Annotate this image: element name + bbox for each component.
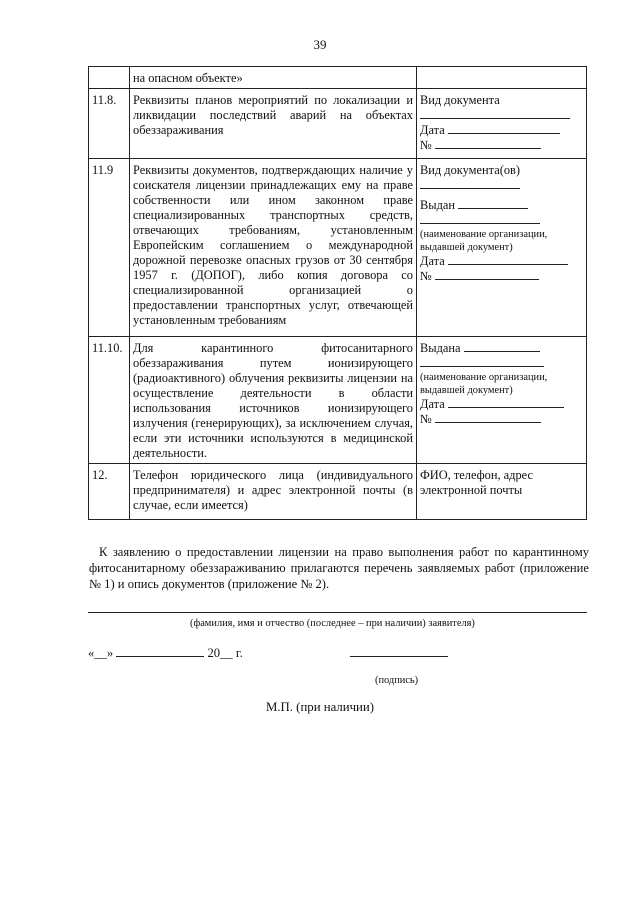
row-number — [89, 67, 130, 89]
issued-blank[interactable] — [458, 198, 528, 209]
row-description: Реквизиты документов, подтверждающих наличие у соискателя лицензии принадлежащих ему на праве собственности или ином законном праве специализированных транспортных средств, отвечающих требованиям, установленным Европейским соглашением о международной дорожной перевозке опасных грузов от 30 сентября 1957 г. (ДОПОГ), либо копия договора со специализированной организацией о предоставлении транспортных услуг, отвечающей установленным требованиям — [130, 159, 417, 337]
date-label: Дата — [420, 123, 445, 137]
license-requisites-field — [417, 337, 587, 464]
row-number: 11.9 — [89, 159, 130, 337]
row-number: 12. — [89, 464, 130, 520]
document-type-blank[interactable] — [420, 178, 520, 189]
table-row — [89, 159, 587, 337]
row-description: Для карантинного фитосанитарного обеззараживания путем ионизирующего (радиоактивного) облучения реквизиты лицензии на осуществление деятельности в области использования источников ионизирующего излучения (генерирующих), за исключением случая, если эти источники используются в медицинской деятельности. — [130, 337, 417, 464]
number-label: № — [420, 138, 432, 152]
table-row — [89, 89, 587, 159]
row-description: Реквизиты планов мероприятий по локализации и ликвидации последствий аварий на объектах обеззараживания — [130, 89, 417, 159]
contact-field: ФИО, телефон, адрес электронной почты — [417, 464, 587, 520]
row-field — [417, 67, 587, 89]
row-description: на опасном объекте» — [130, 67, 417, 89]
signature-line[interactable] — [350, 656, 448, 657]
number-blank[interactable] — [435, 412, 541, 423]
issuer-caption: (наименование организации, выдавшей документ) — [420, 229, 548, 253]
stamp-note: М.П. (при наличии) — [265, 700, 375, 714]
applicant-name-line[interactable] — [88, 612, 587, 613]
table-row — [89, 67, 587, 89]
vehicle-documents-field — [417, 159, 587, 337]
issued-blank-2[interactable] — [420, 356, 544, 367]
table-row — [89, 464, 587, 520]
attachments-paragraph: К заявлению о предоставлении лицензии на право выполнения работ по карантинному фитосанитарному обеззараживанию прилагаются перечень заявляемых работ (приложение № 1) и опись документов (приложение № 2). — [89, 545, 589, 591]
date-blank[interactable] — [448, 123, 560, 134]
applicant-name-caption: (фамилия, имя и отчество (последнее – при наличии) заявителя) — [190, 618, 475, 629]
date-blank[interactable] — [448, 397, 564, 408]
date-month-blank[interactable] — [116, 646, 204, 657]
issuer-caption: (наименование организации, выдавшей документ) — [420, 372, 548, 396]
document-type-blank[interactable] — [420, 108, 570, 119]
row-number: 11.10. — [89, 337, 130, 464]
number-label: № — [420, 269, 432, 283]
date-blank[interactable] — [448, 254, 568, 265]
number-blank[interactable] — [435, 269, 539, 280]
document-type-label: Вид документа — [420, 93, 500, 107]
issued-blank[interactable] — [464, 341, 540, 352]
application-form-table — [88, 66, 587, 520]
row-number: 11.8. — [89, 89, 130, 159]
date-year: 20__ г. — [207, 646, 243, 660]
document-type-label: Вид документа(ов) — [420, 163, 521, 177]
date-label: Дата — [420, 397, 445, 411]
date-day: «__» — [88, 646, 114, 660]
page-number: 39 — [313, 37, 327, 52]
date-label: Дата — [420, 254, 445, 268]
number-label: № — [420, 412, 432, 426]
issued-label: Выдана — [420, 341, 461, 355]
issued-label: Выдан — [420, 198, 456, 212]
row-description: Телефон юридического лица (индивидуального предпринимателя) и адрес электронной почты (в случае, если имеется) — [130, 464, 417, 520]
date-row — [88, 646, 243, 661]
number-blank[interactable] — [435, 138, 541, 149]
document-requisites-field — [417, 89, 587, 159]
issued-blank-2[interactable] — [420, 213, 540, 224]
signature-caption: (подпись) — [375, 675, 419, 686]
table-row — [89, 337, 587, 464]
